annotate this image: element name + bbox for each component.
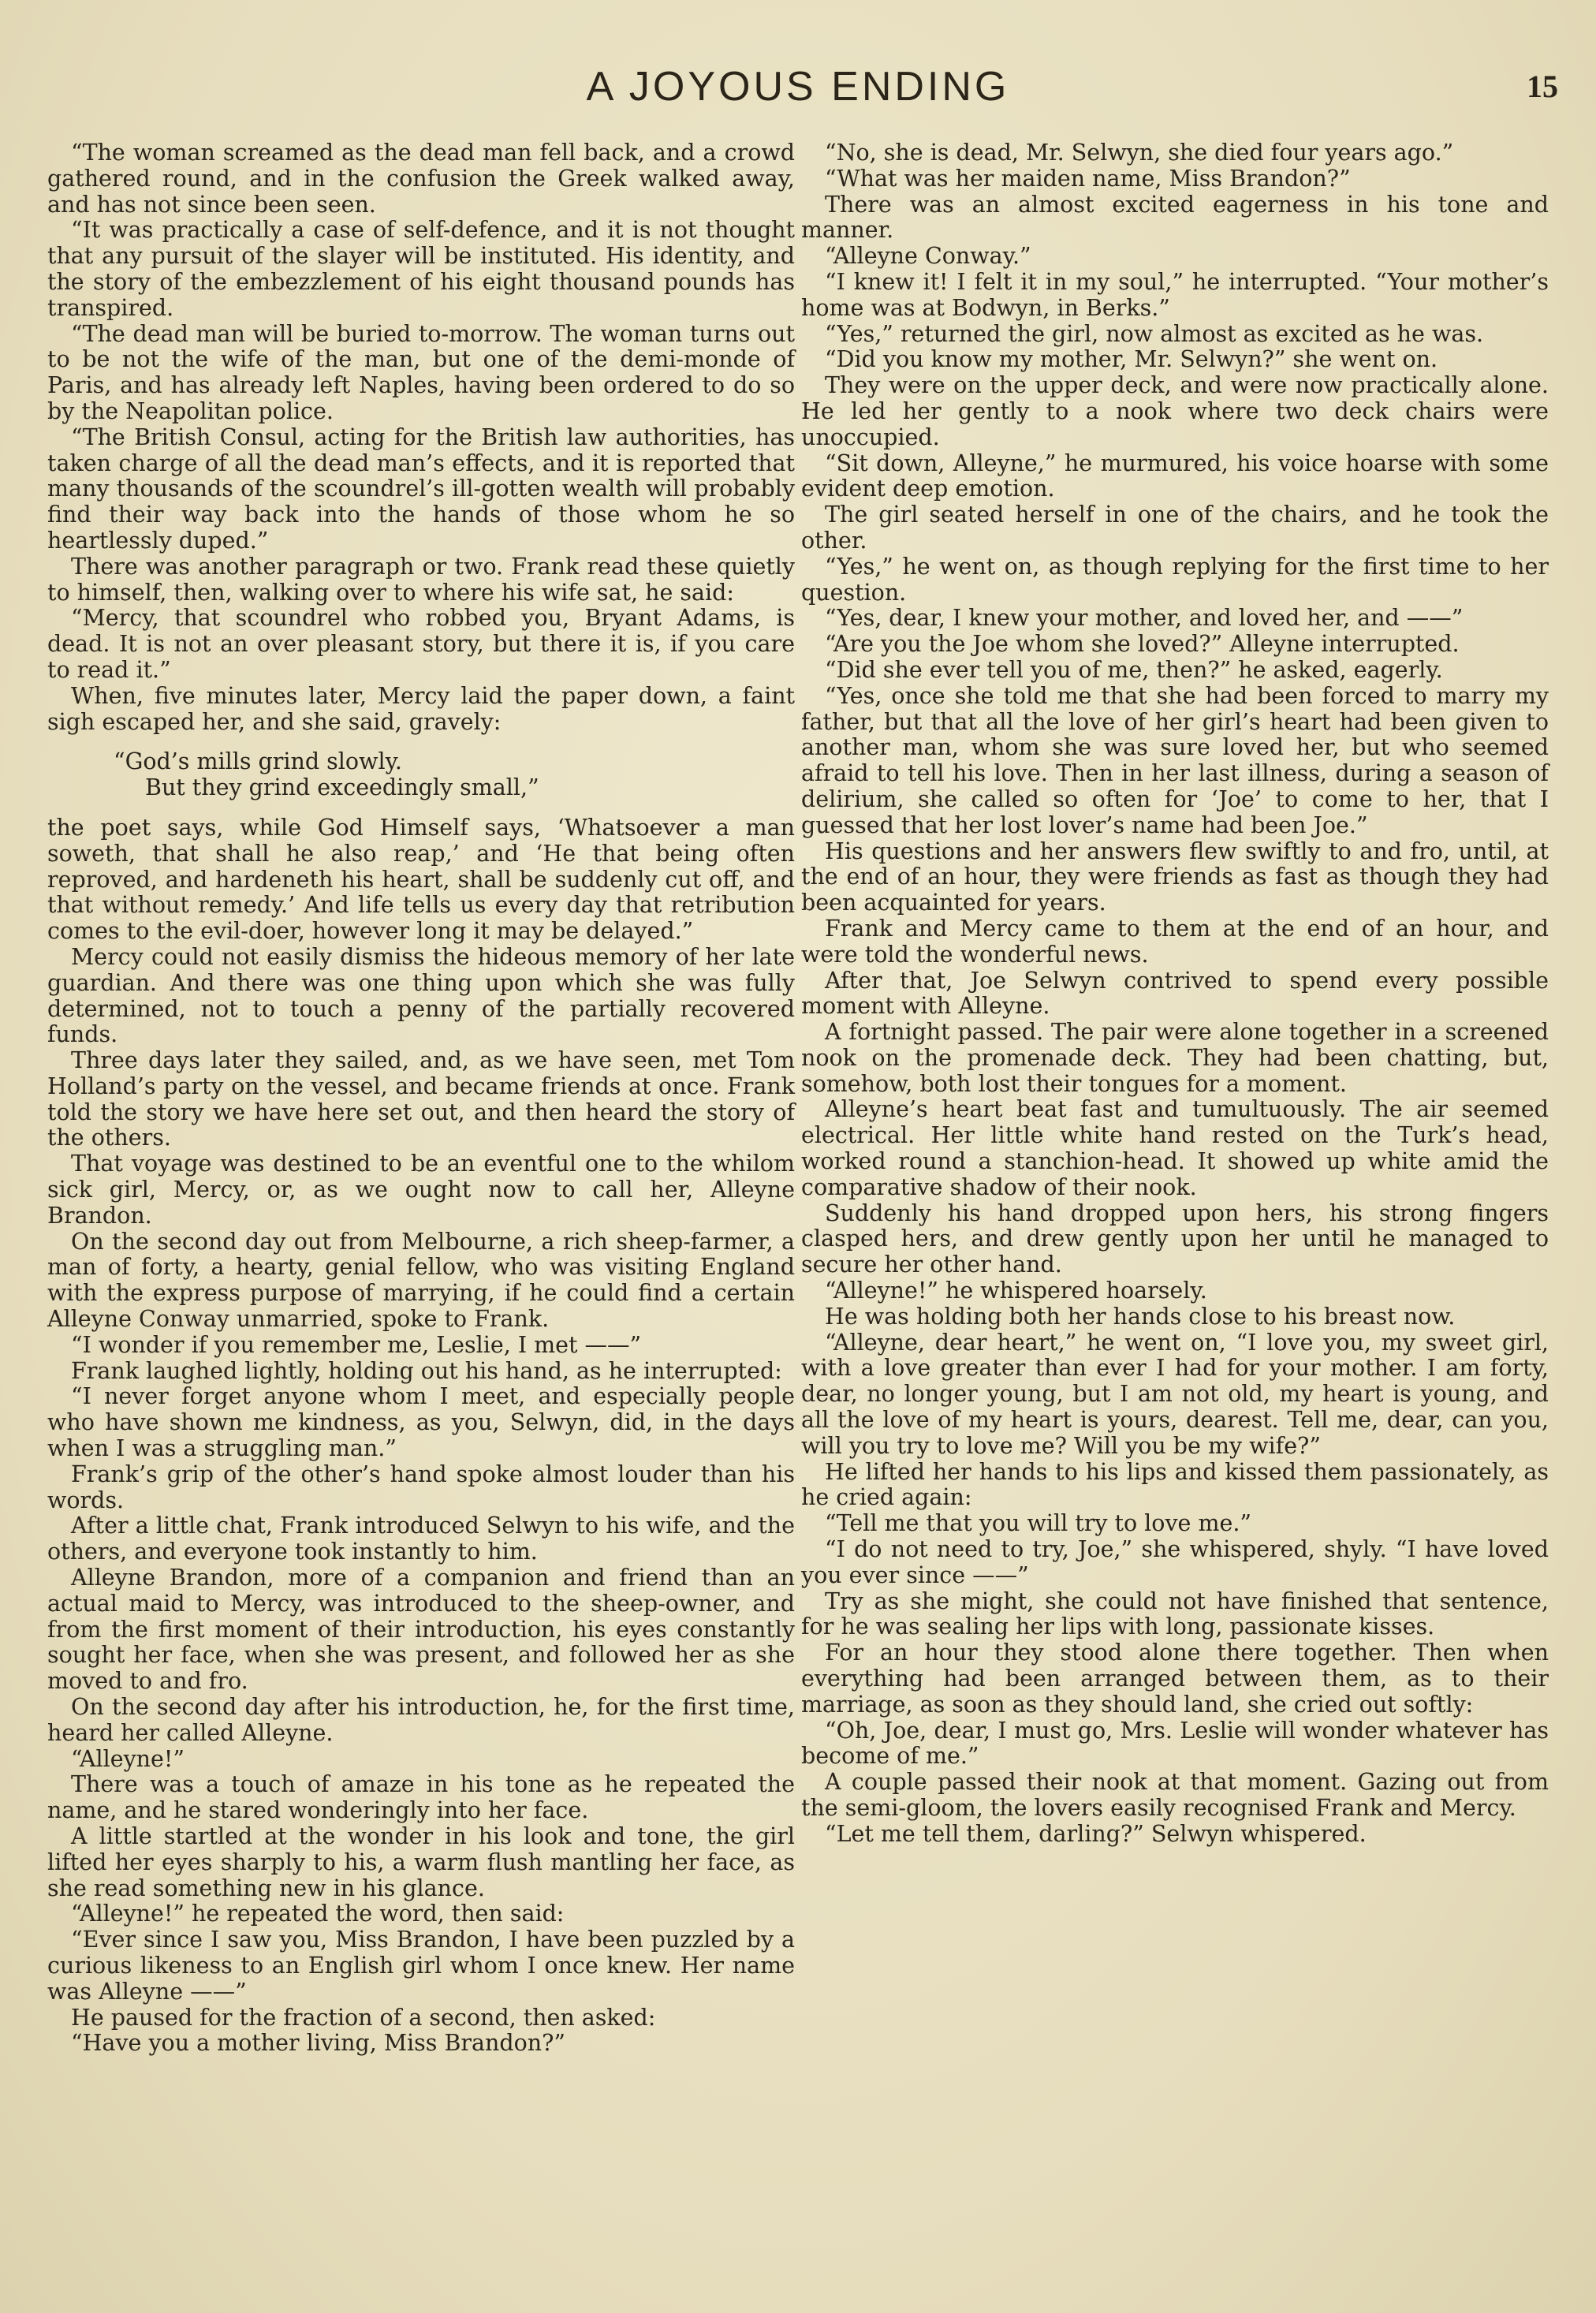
paragraph: After that, Joe Selwyn contrived to spend every possible moment with Alleyne. — [801, 967, 1549, 1020]
verse-line-2: But they grind exceedingly small,” — [145, 774, 539, 801]
paragraph: “Yes, once she told me that she had been forced to marry my father, but that all the love of her girl’s heart had been given to another man, whom she was sure loved her, but who seemed afraid to tell his love. Then in her last illness, during a season of delirium, she called so often for ‘Joe’ to come to her, that I guessed that her lost lover’s name had been Joe.” — [801, 682, 1549, 838]
paragraph: “I wonder if you remember me, Leslie, I met ——” — [71, 1331, 642, 1358]
paragraph: A fortnight passed. The pair were alone together in a screened nook on the promenade deck. They had been chatting, but, somehow, both lost their tongues for a moment. — [801, 1019, 1549, 1097]
left-paragraphs-b — [47, 945, 795, 2057]
paragraph: “It was practically a case of self-defence, and it is not thought that any pursuit of the slayer will be instituted. His identity, and the story of the embezzlement of his eight thousand pounds has transpired. — [47, 217, 795, 321]
page-number: 15 — [1527, 69, 1558, 104]
paragraph: “Yes,” returned the girl, now almost as excited as he was. — [825, 320, 1484, 347]
paragraph: “The woman screamed as the dead man fell back, and a crowd gathered round, and in the confusion the Greek walked away, and has not since been seen. — [47, 140, 795, 218]
paragraph: Mercy could not easily dismiss the hideous memory of her late guardian. And there was one thing upon which she was fully determined, not to touch a penny of the partially recovered funds. — [47, 943, 795, 1048]
paragraph: Frank and Mercy came to them at the end of an hour, and were told the wonderful news. — [801, 915, 1549, 968]
paragraph: There was another paragraph or two. Frank read these quietly to himself, then, walking over to where his wife sat, he said: — [47, 553, 795, 606]
paragraph: “Alleyne!” he repeated the word, then said: — [71, 1901, 565, 1927]
paragraph: “Mercy, that scoundrel who robbed you, Bryant Adams, is dead. It is not an over pleasant story, but there it is, if you care to read it.” — [47, 605, 795, 683]
paragraph: For an hour they stood alone there together. Then when everything had been arranged between them, as to their marriage, as soon as they should land, she cried out softly: — [801, 1640, 1549, 1718]
paragraph: Alleyne Brandon, more of a companion and friend than an actual maid to Mercy, was introduced to the sheep-owner, and from the first moment of their introduction, his eyes constantly sought her face, when she was present, and followed her as she moved to and fro. — [47, 1565, 795, 1695]
paragraph: “Oh, Joe, dear, I must go, Mrs. Leslie will wonder whatever has become of me.” — [801, 1717, 1549, 1770]
paragraph: “Ever since I saw you, Miss Brandon, I have been puzzled by a curious likeness to an English girl whom I once knew. Her name was Alleyne ——” — [47, 1927, 795, 2005]
paragraph: “Alleyne!” — [71, 1745, 185, 1772]
page-title: A JOYOUS ENDING — [586, 64, 1010, 110]
paragraph: “Alleyne Conway.” — [825, 243, 1031, 270]
paragraph: “Tell me that you will try to love me.” — [825, 1510, 1251, 1537]
paragraph: A couple passed their nook at that moment. Gazing out from the semi-gloom, the lovers easily recognised Frank and Mercy. — [801, 1769, 1549, 1821]
paragraph: “I knew it! I felt it in my soul,” he interrupted. “Your mother’s home was at Bodwyn, in Berks.” — [801, 268, 1549, 321]
paragraph: His questions and her answers flew swiftly to and fro, until, at the end of an hour, they were friends as fast as though they had been acquainted for years. — [801, 838, 1549, 916]
paragraph: Three days later they sailed, and, as we have seen, met Tom Holland’s party on the vessel, and became friends at once. Frank told the story we have here set out, and then heard the story of the others. — [47, 1047, 795, 1151]
paragraph: There was a touch of amaze in his tone as he repeated the name, and he stared wonderingly into her face. — [47, 1771, 795, 1824]
paragraph: “Have you a mother living, Miss Brandon?” — [71, 2030, 565, 2057]
paragraph: Frank laughed lightly, holding out his hand, as he interrupted: — [71, 1357, 782, 1384]
page-header — [0, 63, 1596, 126]
paragraph: Alleyne’s heart beat fast and tumultuously. The air seemed electrical. Her little white hand rested on the Turk’s head, worked round a stanchion-head. It showed up white amid the comparative shadow of their nook. — [801, 1096, 1549, 1200]
paragraph: “The dead man will be buried to-morrow. The woman turns out to be not the wife of the man, but one of the demi-monde of Paris, and has already left Naples, having been ordered to do so by the Neapolitan police. — [47, 320, 795, 424]
paragraph: “I do not need to try, Joe,” she whispered, shyly. “I have loved you ever since ——” — [801, 1536, 1549, 1588]
paragraph: “Did you know my mother, Mr. Selwyn?” she went on. — [825, 346, 1438, 373]
paragraph: “No, she is dead, Mr. Selwyn, she died four years ago.” — [825, 140, 1454, 166]
paragraph: “Let me tell them, darling?” Selwyn whispered. — [825, 1820, 1367, 1847]
paragraph: On the second day out from Melbourne, a rich sheep-farmer, a man of forty, a hearty, genial fellow, who was visiting England with the express purpose of marrying, if he could find a certain Alleyne Conway unmarried, spoke to Frank. — [47, 1228, 795, 1333]
paragraph: “Did she ever tell you of me, then?” he asked, eagerly. — [825, 656, 1443, 683]
verse-line-1: “God’s mills grind slowly. — [114, 748, 402, 775]
paragraph: “Are you the Joe whom she loved?” Alleyne interrupted. — [825, 631, 1460, 658]
paragraph: “Alleyne!” he whispered hoarsely. — [825, 1278, 1207, 1304]
paragraph: Suddenly his hand dropped upon hers, his strong fingers clasped hers, and drew gently upon her until he managed to secure her other hand. — [801, 1199, 1549, 1278]
paragraph: They were on the upper deck, and were now practically alone. He led her gently to a nook where two deck chairs were unoccupied. — [801, 372, 1549, 450]
right-paragraphs — [801, 140, 1549, 1848]
poem-verse — [47, 749, 795, 801]
paragraph: On the second day after his introduction, he, for the first time, heard her called Alleyne. — [47, 1694, 795, 1746]
paragraph: “Yes, dear, I knew your mother, and loved her, and ——” — [825, 605, 1464, 632]
left-column — [47, 140, 795, 2057]
paragraph: “Yes,” he went on, as though replying for the first time to her question. — [801, 553, 1549, 606]
paragraph: The girl seated herself in one of the chairs, and he took the other. — [801, 502, 1549, 554]
paragraph: He lifted her hands to his lips and kissed them passionately, as he cried again: — [801, 1458, 1549, 1511]
paragraph: He paused for the fraction of a second, then asked: — [71, 2004, 656, 2031]
paragraph: There was an almost excited eagerness in his tone and manner. — [801, 191, 1549, 244]
verse-continuation: the poet says, while God Himself says, ‘Whatsoever a man soweth, that shall he also reap,’ and ‘He that being often reproved, and hardeneth his heart, shall be suddenly cut off, and that without remedy.’ And life tells us every day that retribution comes to the evil-doer, however long it may be delayed.” — [47, 814, 795, 945]
paragraph: “I never forget anyone whom I meet, and especially people who have shown me kindness, as you, Selwyn, did, in the days when I was a struggling man.” — [47, 1383, 795, 1462]
paragraph: Try as she might, she could not have finished that sentence, for he was sealing her lips with long, passionate kisses. — [801, 1587, 1549, 1640]
paragraph: “The British Consul, acting for the British law authorities, has taken charge of all the dead man’s effects, and it is reported that many thousands of the scoundrel’s ill-gotten wealth will probably find their way back into the hands of those whom he so heartlessly duped.” — [47, 423, 795, 554]
paragraph: After a little chat, Frank introduced Selwyn to his wife, and the others, and everyone took instantly to him. — [47, 1513, 795, 1565]
paragraph: A little startled at the wonder in his look and tone, the girl lifted her eyes sharply to his, a warm flush mantling her face, as she read something new in his glance. — [47, 1823, 795, 1901]
paragraph: When, five minutes later, Mercy laid the paper down, a faint sigh escaped her, and she said, gravely: — [47, 682, 795, 735]
paragraph: “What was her maiden name, Miss Brandon?” — [825, 165, 1351, 192]
paragraph: That voyage was destined to be an eventful one to the whilom sick girl, Mercy, or, as we ought now to call her, Alleyne Brandon. — [47, 1151, 795, 1229]
right-column — [801, 140, 1549, 1848]
paragraph: “Alleyne, dear heart,” he went on, “I love you, my sweet girl, with a love greater than ever I had for your mother. I am forty, dear, no longer young, but I am not old, my heart is young, and all the love of my heart is yours, dearest. Tell me, dear, can you, will you try to love me? Will you be my wife?” — [801, 1329, 1549, 1459]
paragraph: “Sit down, Alleyne,” he murmured, his voice hoarse with some evident deep emotion. — [801, 450, 1549, 502]
paragraph: Frank’s grip of the other’s hand spoke almost louder than his words. — [47, 1461, 795, 1513]
paragraph: He was holding both her hands close to his breast now. — [825, 1303, 1456, 1330]
left-paragraphs-a — [47, 140, 795, 735]
